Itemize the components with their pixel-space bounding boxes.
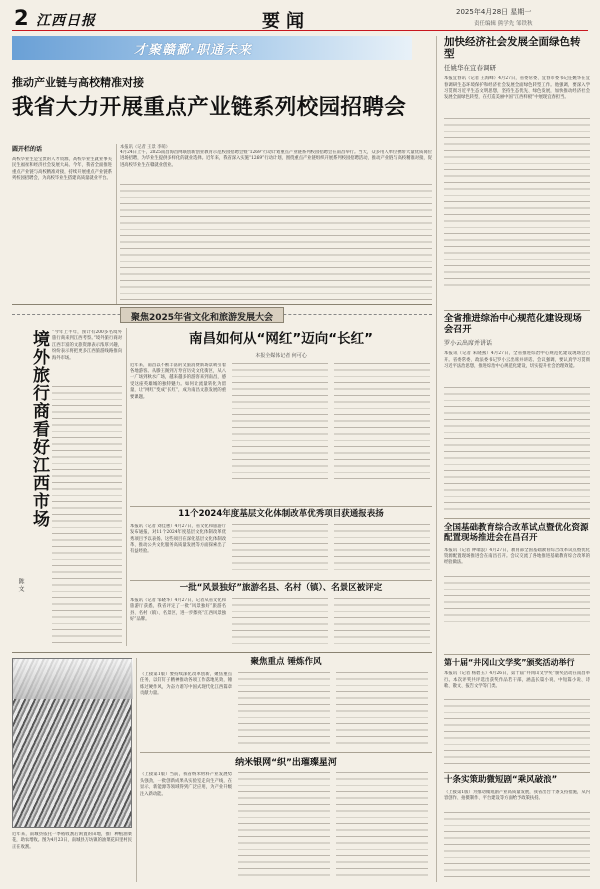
right-story-4-headline: 第十届“井冈山文学奖”颁奖活动举行 <box>444 658 575 667</box>
right-story-2-headline: 全省推进综治中心规范化建设现场会召开 <box>444 313 582 335</box>
culture-story-2-headline: 11个2024年度基层文化体制改革优秀项目获通报表扬 <box>178 509 384 519</box>
feature-story <box>130 328 432 504</box>
right-story-2-text: 本报讯（记者 朱晓燕）4月27日，全省推进综治中心规范化建设现场会召开。省委常委、政法委书记罗小云出席并讲话。会议强调，要认真学习贯彻习近平法治思想，推进综治中心规范化建设，切实提升社会治理效能。 <box>444 351 590 369</box>
page-number: 2 <box>14 6 29 30</box>
bottom-story-2-headline: 纳米银网“织”出璀璨星河 <box>235 758 337 768</box>
bottom-story-1 <box>140 658 432 748</box>
right-story-3 <box>444 524 590 640</box>
paper-name: 江西日报 <box>36 13 96 29</box>
vertical-byline: 陈 文 <box>17 578 24 592</box>
right-story-2 <box>444 314 590 514</box>
banner <box>12 36 412 60</box>
right-story-5-text: （上接第1版）为推动微短剧产业高质量发展，我省出台十条支持措施，从内容创作、拍摄制作、平台建设等方面给予政策扶持。 <box>444 789 590 802</box>
photo-caption: 近年来，南城县依托一季稻收割后闲置的田地，推广种植油菜花，助农增收。图为4月23日，南城县万坊镇的油菜花田里村民正在收割。 <box>12 832 132 850</box>
bottom-story-2-text: （上接第1版）当前，我省纳米材料产业发展势头强劲，一批创新成果从实验室走向生产线，在显示、新能源等领域得到广泛应用，为产业升级注入新动能。 <box>140 772 232 797</box>
right-story-1-subhead: 任姚华在宜春调研 <box>444 64 496 73</box>
right-story-4-text: 本报讯（记者 杨碧玉）4月26日，第十届“井冈山文学奖”颁奖活动在南昌举行。本次评奖共评选出获奖作品若干部，涵盖长篇小说、中短篇小说、诗歌、散文、报告文学等门类。 <box>444 671 590 689</box>
bottom-story-2 <box>140 758 432 882</box>
lead-sidebar <box>12 144 112 294</box>
right-story-5 <box>444 776 590 882</box>
right-story-1-headline: 加快经济社会发展全面绿色转型 <box>444 36 581 61</box>
bottom-story-1-headline: 聚焦重点 锤炼作风 <box>250 657 322 667</box>
culture-story-2 <box>130 510 432 578</box>
lead-text: 4月24日上午，2025南昌海昌网联创新创业教育示范校园招聘会暨“1269”行动计划重点产业链系列校园招聘会在南昌举行。当天，众多用人单位携带大量优质岗位进场招聘，为毕业生提供多样化的就业选择。近年来，我省深入实施“1269”行动计划，围绕重点产业链组织开展系列校园招聘活动，推动产业链与高校精准对接，促进高校毕业生在赣就业创业。 <box>120 150 432 168</box>
lead-headline: 我省大力开展重点产业链系列校园招聘会 <box>12 95 407 120</box>
vertical-text: “今年上半年，预计有200多名境外旅行商来到江西考察。”境外旅行商对江西丰富的文旅资源表示浓厚兴趣，纷纷表示将把更多江西旅游线路推向海外市场。 <box>52 330 122 361</box>
right-story-5-headline: 十条实策助微短剧“乘风破浪” <box>444 775 558 785</box>
right-story-3-text: 本报讯（记者 钟端浪）4月27日，教育部全国基础教育综合改革试点暨优化资源配置现场推进会在南昌召开。会议交流了各地推进基础教育综合改革的经验做法。 <box>444 547 590 566</box>
bottom-story-1-text: （上接第1版）要持续深化改革创新，聚焦重点任务，以钉钉子精神推动各项工作落地见效，锤炼过硬作风，为奋力谱写中国式现代化江西篇章贡献力量。 <box>140 671 232 696</box>
date-line: 2025年4月28日 星期一 <box>456 8 532 16</box>
culture-story-2-text: 本报讯（记者 刘佳惠）4月27日，省文化和旅游厅发布通报，对11个2024年度基层文化体制改革优秀项目予以表扬。这些项目在深化基层文化体制改革、推动公共文化服务高质量发展等方面探索出了有益经验。 <box>130 523 226 555</box>
culture-story-3 <box>130 584 432 648</box>
vertical-headline: 境外旅行商看好江西市场 <box>29 330 49 528</box>
feature-headline: 南昌如何从“网红”迈向“长红” <box>189 331 373 347</box>
masthead <box>0 0 600 34</box>
vertical-story <box>12 328 122 646</box>
right-story-4 <box>444 658 590 766</box>
feature-byline: 本报全媒体记者 何可心 <box>255 352 307 359</box>
right-story-2-subhead: 罗小云出席并讲话 <box>444 340 493 348</box>
sidebar-text: 高校毕业生是宝贵的人才资源，高校毕业生就业事关民生福祉和经济社会发展大局。今年，我省全面推进重点产业链与高校精准对接，持续开展重点产业链系列校园招聘会，为高校毕业生搭建高质量就业平台。 <box>12 157 112 182</box>
editor-line: 责任编辑 熊学先 邹铁秋 <box>474 21 533 27</box>
culture-banner <box>12 307 432 323</box>
feature-text: 近年来，南昌以不断丰富的文旅消费新场景吸引着各地游客。从滕王阁到万寿宫历史文化街区，从八一广场到秋水广场，越来越多的游客来到南昌，感受这座英雄城的独特魅力。如何让流量转化为留量，让“网红”变成“长红”，成为南昌文旅发展的重要课题。 <box>130 362 226 400</box>
banner-slogan: 才聚赣鄱·职通未来 <box>134 43 252 58</box>
lead-body <box>120 144 432 304</box>
right-story-1 <box>444 36 590 296</box>
lead-byline: 本报讯（记者 王景 李萌） <box>120 145 170 150</box>
bottom-photo <box>12 658 132 828</box>
lead-kicker: 推动产业链与高校精准对接 <box>12 76 144 89</box>
section-title: 要闻 <box>262 11 310 32</box>
right-story-1-text: 本报宜春讯（记者 王海峰）4月27日，省委常委、宜春市委书记任姚华在宜春调研生态环境保护和经济社会发展全面绿色转型工作。他强调，要深入学习贯彻习近平生态文明思想，坚持生态优先、绿色发展，加快推动经济社会发展全面绿色转型，在打造美丽中国“江西样板”中展现宜春担当。 <box>444 76 590 101</box>
culture-story-3-headline: 一批“风景独好”旅游名县、名村（镇）、名景区被评定 <box>179 583 383 593</box>
culture-story-3-text: 本报讯（记者 邹晓华）4月27日，记者从省文化和旅游厅获悉，我省评定了一批“风景独好”旅游名县、名村（镇）、名景区，进一步擦亮“江西风景独好”品牌。 <box>130 597 226 622</box>
right-story-3-headline: 全国基础教育综合改革试点暨优化资源配置现场推进会在昌召开 <box>444 523 589 543</box>
culture-banner-label: 聚焦2025年省文化和旅游发展大会 <box>120 307 284 323</box>
masthead-rule <box>12 30 588 31</box>
sidebar-title: 圆开栏的话 <box>12 146 43 153</box>
